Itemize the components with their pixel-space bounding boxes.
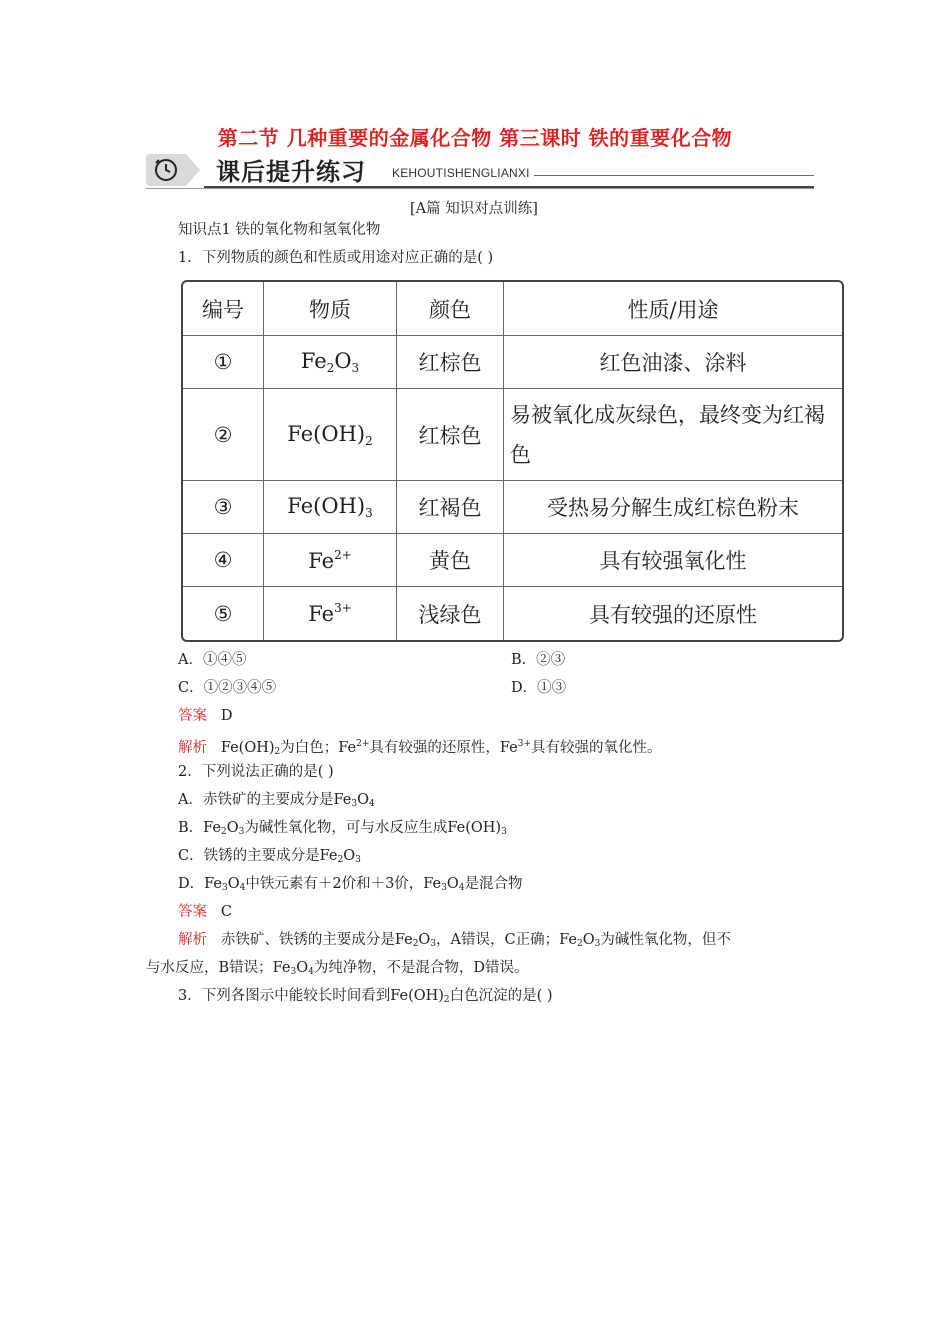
table-header: 编号 [183,282,264,336]
row-number: ④ [183,534,264,587]
substance-formula: $Fe^{3+}$ [264,587,397,640]
question-1-stem: 1．下列物质的颜色和性质或用途对应正确的是( ) [178,250,494,266]
substance-property: 红色油漆、涂料 [504,336,842,389]
question-3-stem: 3．下列各图示中能较长时间看到$Fe(OH)_2$白色沉淀的是( ) [178,988,553,1005]
banner-arrow [186,154,200,186]
substance-property: 具有较强氧化性 [504,534,842,587]
table-row [183,389,842,481]
substance-formula: Fe(OH)3 [264,481,397,534]
analysis-2-line-2: 与水反应，B错误；$Fe_3O_4$为纯净物，不是混合物，D错误。 [146,960,529,977]
question-2-stem: 2．下列说法正确的是( ) [178,764,334,780]
substance-formula: Fe2O3 [264,336,397,389]
banner-subtitle: KEHOUTISHENGLIANXI [392,166,530,180]
substance-color: 红棕色 [397,336,504,389]
table-header: 颜色 [397,282,504,336]
answer-label: 答案 [178,904,207,920]
answer-2 [178,902,232,922]
analysis-label: 解析 [178,740,207,756]
clock-icon [146,154,186,186]
q2-option-b: B．$Fe_2O_3$为碱性氧化物，可与水反应生成$Fe(OH)_3$ [178,820,507,837]
option-d: D．①③ [511,680,567,696]
section-label: [A篇 知识对点训练] [410,201,538,217]
table-row [183,336,842,389]
table-row [183,481,842,534]
page-title: 第二节 几种重要的金属化合物 第三课时 铁的重要化合物 [217,126,733,150]
row-number: ⑤ [183,587,264,640]
banner-rule [534,175,814,176]
answer-value: C [220,904,232,920]
substance-formula: Fe(OH)2 [264,389,397,481]
q2-option-c: C．铁锈的主要成分是$Fe_2O_3$ [178,848,361,865]
substance-property: 易被氧化成灰绿色，最终变为红褐色 [504,389,842,481]
section-banner [146,152,816,190]
substance-color: 红棕色 [397,389,504,481]
substance-property: 受热易分解生成红棕色粉末 [504,481,842,534]
table-header: 物质 [264,282,397,336]
option-c: C．①②③④⑤ [178,680,277,696]
analysis-1: 解析 $Fe(OH)_2$为白色；$Fe^{2+}$具有较强的还原性，$Fe^{3+}$具有较强的氧化性。 [178,739,662,757]
substance-formula: $Fe^{2+}$ [264,534,397,587]
analysis-label: 解析 [178,932,207,948]
analysis-2-line-1: 解析 赤铁矿、铁锈的主要成分是$Fe_2O_3$，A错误，C正确；$Fe_2O_3$为碱性氧化物，但不 [178,932,731,949]
answer-value: D [220,708,233,724]
q2-option-a: A．赤铁矿的主要成分是$Fe_3O_4$ [178,792,375,809]
knowledge-point: 知识点1 铁的氧化物和氢氧化物 [178,222,381,238]
answer-label: 答案 [178,708,207,724]
option-b: B．②③ [511,652,566,668]
row-number: ③ [183,481,264,534]
row-number: ② [183,389,264,481]
property-table [181,280,844,642]
answer-1 [178,706,232,726]
substance-property: 具有较强的还原性 [589,602,757,627]
substance-color: 浅绿色 [397,587,504,640]
substance-color: 红褐色 [397,481,504,534]
option-a: A．①④⑤ [178,652,247,668]
table-row [183,587,842,640]
table-header-row [183,282,842,336]
q2-option-d: D．$Fe_3O_4$中铁元素有＋2价和＋3价，$Fe_3O_4$是混合物 [178,876,523,893]
table-row [183,534,842,587]
table-header: 性质/用途 [504,282,842,336]
row-number: ① [183,336,264,389]
banner-title: 课后提升练习 [216,158,366,186]
banner-rule [146,188,814,189]
substance-color: 黄色 [397,534,504,587]
